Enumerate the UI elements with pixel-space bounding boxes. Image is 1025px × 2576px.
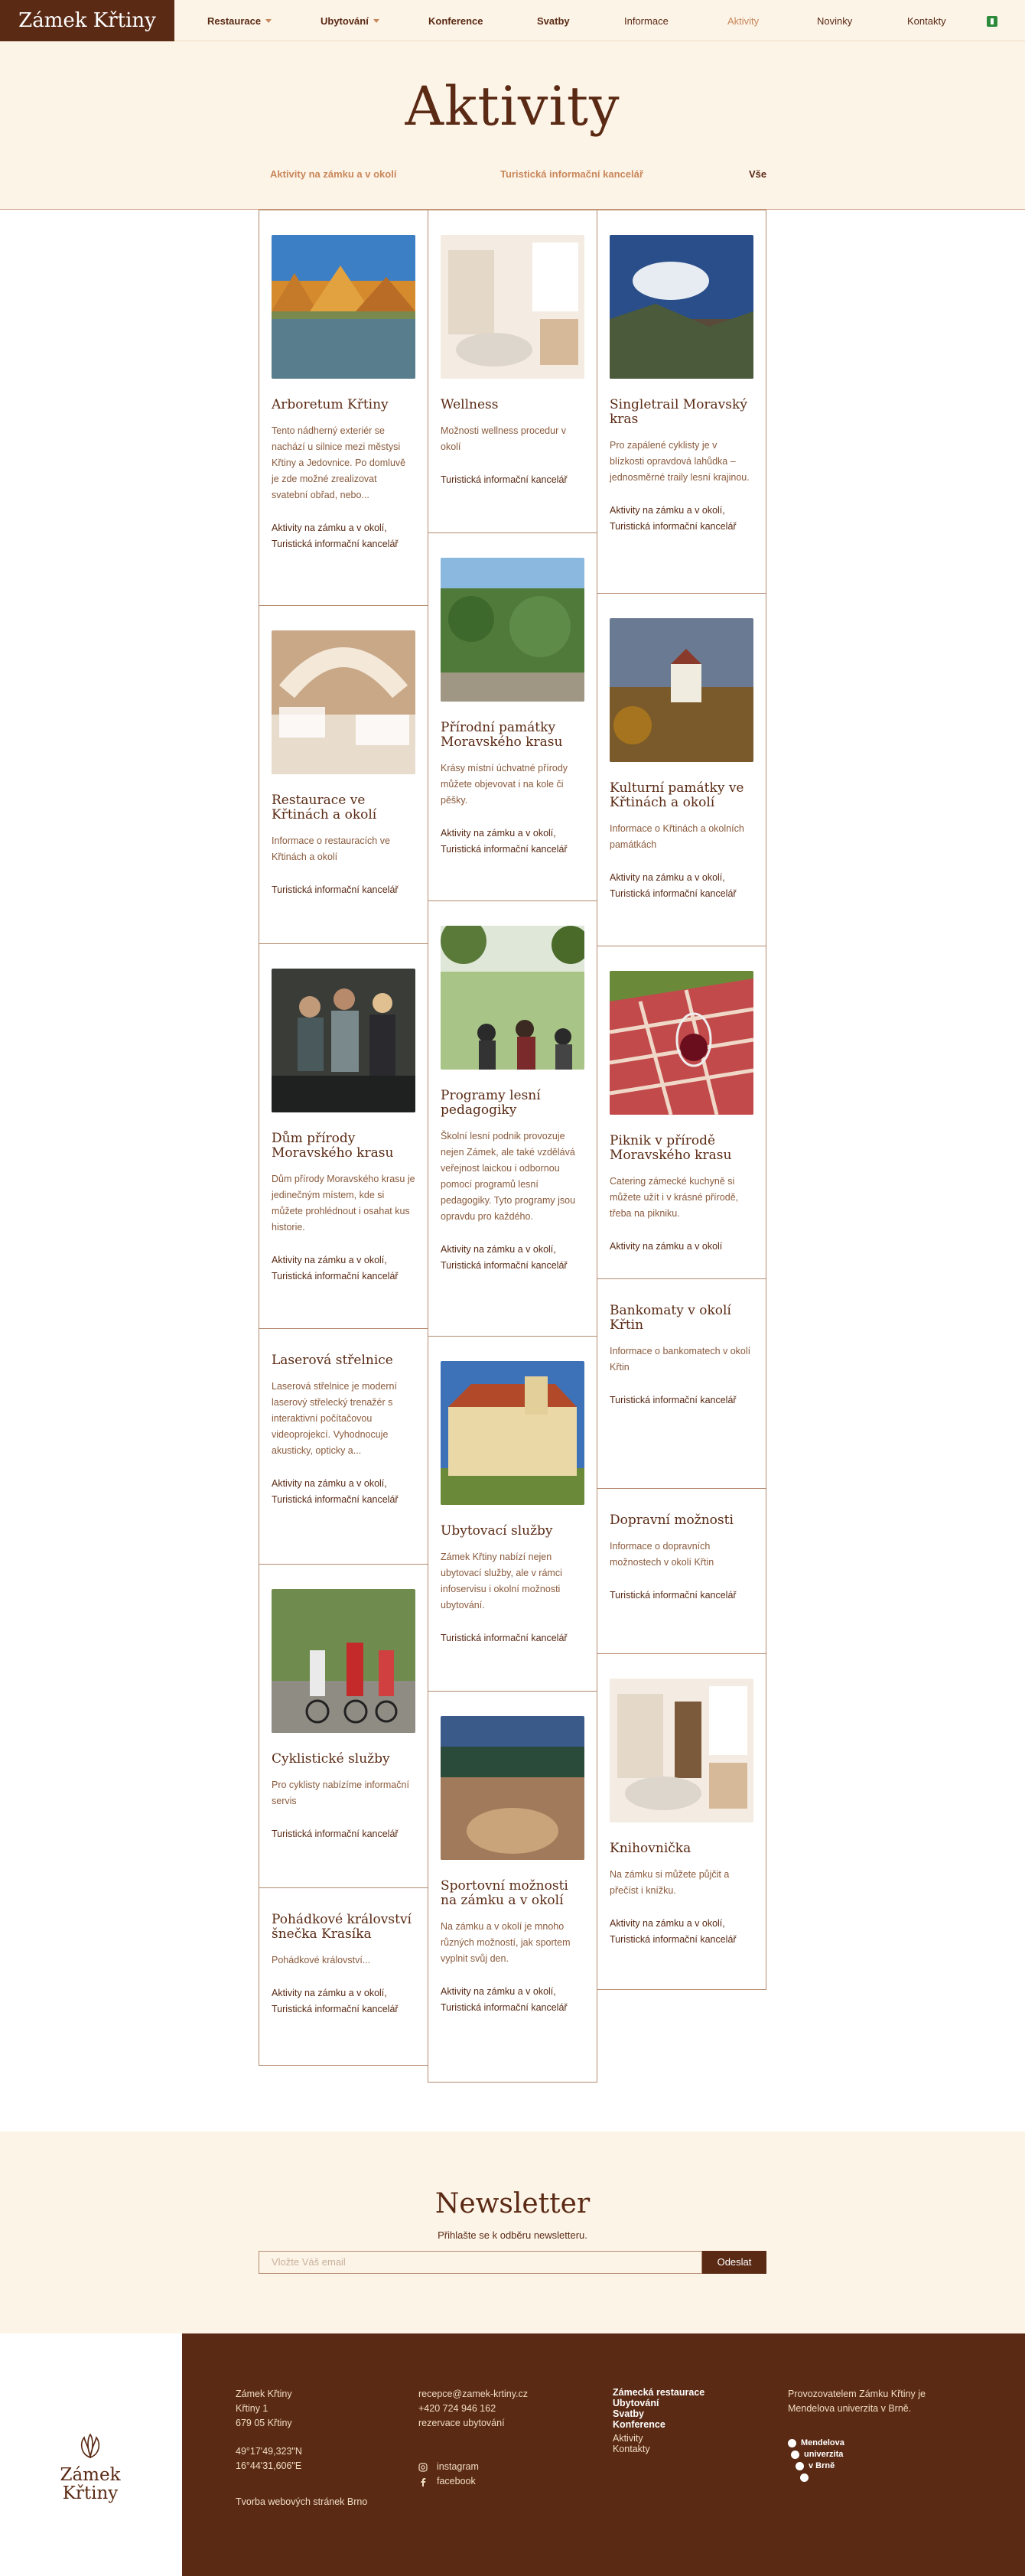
card-laserova-strelnice[interactable] (259, 1328, 428, 1565)
footer-link-kontakty[interactable]: Kontakty (613, 2444, 650, 2454)
card-description: Pohádkové království... (272, 1955, 371, 1965)
card-image (441, 1716, 584, 1860)
booking-link[interactable]: rezervace ubytování (418, 2418, 505, 2428)
nav-ubytovani[interactable]: Ubytování (321, 15, 379, 27)
card-image (441, 235, 584, 379)
card-tags: Turistická informační kancelář (441, 474, 568, 485)
nav-kontakty[interactable]: Kontakty (907, 15, 946, 27)
flag-icon[interactable] (987, 16, 997, 27)
card-tags: Aktivity na zámku a v okolí, Turistická informační kancelář (272, 1255, 399, 1281)
card-wellness[interactable] (428, 210, 597, 533)
card-title: Dopravní možnosti (610, 1513, 734, 1528)
card-image (441, 558, 584, 702)
newsletter-submit-button[interactable]: Odeslat (702, 2251, 766, 2274)
nav-informace[interactable]: Informace (624, 15, 669, 27)
card-pohadkove-kralovstvi[interactable] (259, 1887, 428, 2066)
card-tags: Aktivity na zámku a v okolí, Turistická informační kancelář (441, 1244, 568, 1271)
card-description: Možnosti wellness procedur v okolí (441, 425, 566, 452)
card-dum-prirody[interactable] (259, 943, 428, 1329)
card-title: Singletrail Moravský kras (610, 397, 747, 427)
card-arboretum[interactable] (259, 210, 428, 606)
footer-link-konference[interactable]: Konference (613, 2419, 665, 2430)
card-title: Přírodní památky Moravského krasu (441, 720, 563, 750)
card-tags: Aktivity na zámku a v okolí, Turistická informační kancelář (441, 828, 568, 855)
card-title: Arboretum Křtiny (272, 397, 389, 412)
card-description: Informace o bankomatech v okolí Křtin (610, 1346, 751, 1373)
card-image (272, 630, 415, 774)
chevron-down-icon (265, 19, 272, 23)
card-ubytovaci-sluzby[interactable] (428, 1336, 597, 1692)
card-title: Dům přírody Moravského krasu (272, 1131, 394, 1161)
card-lesni-pedagogika[interactable] (428, 900, 597, 1337)
site-footer (0, 2333, 1025, 2576)
card-title: Cyklistické služby (272, 1751, 390, 1767)
card-tags: Turistická informační kancelář (441, 1633, 568, 1643)
card-title: Piknik v přírodě Moravského krasu (610, 1133, 732, 1163)
card-image (272, 1589, 415, 1733)
card-singletrail[interactable] (597, 210, 766, 594)
card-description: Informace o Křtinách a okolních památkách (610, 823, 744, 850)
footer-operator: Provozovatelem Zámku Křtiny je Mendelova univerzita v Brně. (788, 2389, 926, 2414)
card-description: Na zámku a v okolí je mnoho různých možností, jak sportem vyplnit svůj den. (441, 1921, 571, 1964)
card-tags: Aktivity na zámku a v okolí, Turistická informační kancelář (610, 1918, 737, 1945)
facebook-icon (418, 2477, 428, 2486)
card-image (441, 1361, 584, 1505)
card-image (610, 618, 753, 762)
filter-aktivity[interactable]: Aktivity na zámku a v okolí (270, 168, 397, 180)
instagram-icon (418, 2463, 428, 2472)
card-tags: Turistická informační kancelář (272, 1829, 399, 1839)
card-title: Wellness (441, 397, 499, 412)
card-description: Školní lesní podnik provozuje nejen Zámek, ale také vzdělává veřejnost laickou i odbornou pomocí programů lesní pedagogiky. Tyto programy jsou opravdu pro každého. (441, 1131, 576, 1222)
nav-novinky[interactable]: Novinky (817, 15, 853, 27)
card-description: Informace o restauracích ve Křtinách a okolí (272, 835, 390, 862)
newsletter-subtitle: Přihlašte se k odběru newsletteru. (438, 2229, 587, 2241)
card-title: Pohádkové království šnečka Krasíka (272, 1912, 412, 1942)
card-description: Laserová střelnice je moderní laserový střelecký trenažér s interaktivní počítačovou videoprojekcí. Vyhodnocuje akusticky, opticky a... (272, 1381, 397, 1456)
nav-aktivity[interactable]: Aktivity (727, 15, 760, 27)
instagram-link[interactable]: instagram (418, 2460, 528, 2474)
site-header (0, 0, 1025, 41)
card-dopravni-moznosti[interactable] (597, 1488, 766, 1654)
card-title: Sportovní možnosti na zámku a v okolí (441, 1878, 568, 1908)
footer-link-restaurace[interactable]: Zámecká restaurace (613, 2387, 705, 2398)
card-description: Tento nádherný exteriér se nachází u silnice mezi městysi Křtiny a Jedovnice. Po domluvě je zde možné zrealizovat svatební obřad, nebo... (272, 425, 406, 500)
footer-address: Zámek Křtiny Křtiny 1 679 05 Křtiny 49°17'49,323"N 16°44'31,606"E Tvorba webových stránek Brno (236, 2387, 367, 2509)
filter-all[interactable]: Vše (749, 168, 767, 180)
facebook-link[interactable]: facebook (418, 2474, 528, 2489)
card-tags: Aktivity na zámku a v okolí, Turistická informační kancelář (272, 523, 399, 549)
card-prirodni-pamatky[interactable] (428, 532, 597, 901)
card-tags: Turistická informační kancelář (610, 1590, 737, 1601)
nav-konference[interactable]: Konference (428, 15, 483, 27)
phone-link[interactable]: +420 724 946 162 (418, 2403, 496, 2414)
card-image (272, 969, 415, 1112)
card-title: Ubytovací služby (441, 1523, 553, 1539)
card-bankomaty[interactable] (597, 1278, 766, 1489)
footer-link-svatby[interactable]: Svatby (613, 2408, 644, 2419)
card-tags: Aktivity na zámku a v okolí, Turistická informační kancelář (272, 1478, 399, 1505)
card-description: Informace o dopravních možnostech v okolí Křtin (610, 1541, 714, 1568)
email-link[interactable]: recepce@zamek-krtiny.cz (418, 2389, 529, 2399)
card-description: Zámek Křtiny nabízí nejen ubytovací služby, ale v rámci infoservisu i okolní možnosti ubytování. (441, 1552, 562, 1610)
card-title: Kulturní památky ve Křtinách a okolí (610, 780, 744, 810)
card-description: Dům přírody Moravského krasu je jedinečným místem, kde si můžete prohlédnout i osahat kus historie. (272, 1174, 415, 1233)
filter-tik[interactable]: Turistická informační kancelář (500, 168, 643, 180)
leaf-logo-icon (75, 2433, 106, 2459)
card-tags: Aktivity na zámku a v okolí, Turistická informační kancelář (610, 505, 737, 532)
card-title: Laserová střelnice (272, 1353, 393, 1368)
site-logo[interactable]: Zámek Křtiny (0, 0, 174, 41)
footer-credit[interactable]: Tvorba webových stránek Brno (236, 2496, 368, 2507)
footer-link-aktivity[interactable]: Aktivity (613, 2433, 643, 2444)
card-piknik[interactable] (597, 946, 766, 1279)
page-title: Aktivity (405, 75, 620, 138)
hero (0, 41, 1025, 210)
newsletter-email-input[interactable]: Vložte Váš email (259, 2251, 702, 2274)
card-kulturni-pamatky[interactable] (597, 593, 766, 946)
card-restaurace[interactable] (259, 605, 428, 944)
card-title: Programy lesní pedagogiky (441, 1088, 541, 1118)
card-image (610, 235, 753, 379)
card-description: Pro cyklisty nabízíme informační servis (272, 1780, 409, 1806)
card-image (441, 926, 584, 1070)
card-tags: Aktivity na zámku a v okolí, Turistická informační kancelář (441, 1986, 568, 2013)
card-image (610, 1679, 753, 1822)
card-tags: Aktivity na zámku a v okolí, Turistická informační kancelář (610, 872, 737, 899)
card-knihovnicka[interactable] (597, 1653, 766, 1990)
activities-grid (0, 210, 1025, 2131)
newsletter-title: Newsletter (434, 2188, 591, 2219)
card-tags: Turistická informační kancelář (272, 884, 399, 895)
footer-link-ubytovani[interactable]: Ubytování (613, 2398, 659, 2408)
card-description: Catering zámecké kuchyně si můžete užít i v krásné přírodě, třeba na pikniku. (610, 1176, 739, 1219)
card-tags: Aktivity na zámku a v okolí, Turistická informační kancelář (272, 1988, 399, 2014)
card-tags: Turistická informační kancelář (610, 1395, 737, 1405)
footer-links (613, 2387, 704, 2454)
card-image (610, 971, 753, 1115)
card-description: Na zámku si můžete půjčit a přečíst i knížku. (610, 1869, 730, 1896)
footer-contact (418, 2387, 528, 2489)
newsletter-section (0, 2131, 1025, 2333)
card-description: Krásy místní úchvatné přírody můžete objevovat i na kole či pěšky. (441, 763, 568, 806)
card-cyklisticke-sluzby[interactable] (259, 1564, 428, 1888)
footer-logo[interactable]: Zámek Křtiny (60, 2433, 121, 2503)
nav-svatby[interactable]: Svatby (537, 15, 570, 27)
card-title: Restaurace ve Křtinách a okolí (272, 793, 377, 822)
chevron-down-icon (373, 19, 379, 23)
card-title: Knihovnička (610, 1841, 691, 1856)
card-title: Bankomaty v okolí Křtin (610, 1303, 731, 1333)
nav-restaurace[interactable]: Restaurace (207, 15, 272, 27)
card-description: Pro zapálené cyklisty je v blízkosti opravdová lahůdka – jednosměrné traily lesní krajinou. (610, 440, 750, 483)
card-tags: Aktivity na zámku a v okolí (610, 1241, 723, 1252)
university-logo[interactable]: Mendelova univerzita v Brně (788, 2438, 895, 2483)
card-image (272, 235, 415, 379)
card-sportovni-moznosti[interactable] (428, 1691, 597, 2083)
